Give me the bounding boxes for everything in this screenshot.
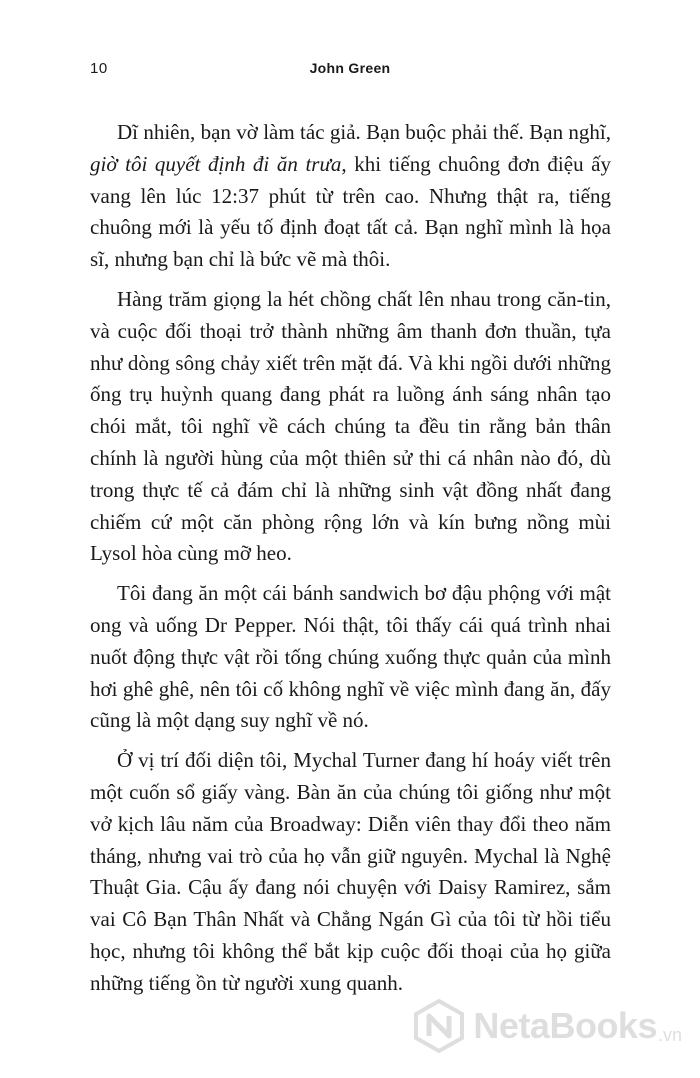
body-text bbox=[90, 117, 611, 1000]
netabooks-watermark bbox=[411, 994, 682, 1058]
paragraph-1 bbox=[90, 117, 611, 276]
paragraph-2: Hàng trăm giọng la hét chồng chất lên nhau trong căn-tin, và cuộc đối thoại trở thành những âm thanh đơn thuần, tựa như dòng sông chảy xiết trên mặt đá. Và khi ngồi dưới những ống trụ huỳnh quang đang phát ra luồng ánh sáng nhân tạo chói mắt, tôi nghĩ về cách chúng ta đều tin rằng bản thân chính là người hùng của một thiên sử thi cá nhân nào đó, dù trong thực tế cả đám chỉ là những sinh vật đồng nhất đang chiếm cứ một căn phòng rộng lớn và kín bưng nồng mùi Lysol hòa cùng mỡ heo. bbox=[90, 286, 611, 566]
watermark-suffix: .vn bbox=[657, 1025, 682, 1045]
paragraph-1-text-after: , khi tiếng chuông đơn điệu ấy vang lên lúc 12:37 phút từ trên cao. Nhưng thật ra, tiếng chuông mới là yếu tố định đoạt tất cả. Bạn nghĩ mình là họa sĩ, nhưng bạn chỉ là bức vẽ mà thôi. bbox=[90, 151, 611, 272]
paragraph-4: Ở vị trí đối diện tôi, Mychal Turner đang hí hoáy viết trên một cuốn sổ giấy vàng. Bàn ăn của chúng tôi giống như một vở kịch lâu năm của Broadway: Diễn viên thay đổi theo năm tháng, nhưng vai trò của họ vẫn giữ nguyên. Mychal là Nghệ Thuật Gia. Cậu ấy đang nói chuyện với Daisy Ramirez, sắm vai Cô Bạn Thân Nhất và Chẳng Ngán Gì của tôi từ hồi tiểu học, nhưng tôi không thể bắt kịp cuộc đối thoại của họ giữa những tiếng ồn từ người xung quanh. bbox=[90, 748, 611, 995]
paragraph-1-italic-thought: giờ tôi quyết định đi ăn trưa bbox=[90, 151, 342, 176]
running-head-author: John Green bbox=[309, 60, 391, 76]
paragraph-3: Tôi đang ăn một cái bánh sandwich bơ đậu phộng với mật ong và uống Dr Pepper. Nói thật, tôi thấy cái quá trình nhai nuốt động thực vật rồi tống chúng xuống thực quản của mình hơi ghê ghê, nên tôi cố không nghĩ về việc mình đang ăn, đấy cũng là một dạng suy nghĩ về nó. bbox=[90, 581, 611, 733]
page-header bbox=[90, 60, 610, 86]
page-number: 10 bbox=[90, 60, 108, 77]
paragraph-1-text-before: Dĩ nhiên, bạn vờ làm tác giả. Bạn buộc phải thế. Bạn nghĩ, bbox=[117, 120, 611, 144]
watermark-text: NetaBooks bbox=[473, 1005, 657, 1046]
netabooks-logo-icon bbox=[411, 998, 467, 1054]
